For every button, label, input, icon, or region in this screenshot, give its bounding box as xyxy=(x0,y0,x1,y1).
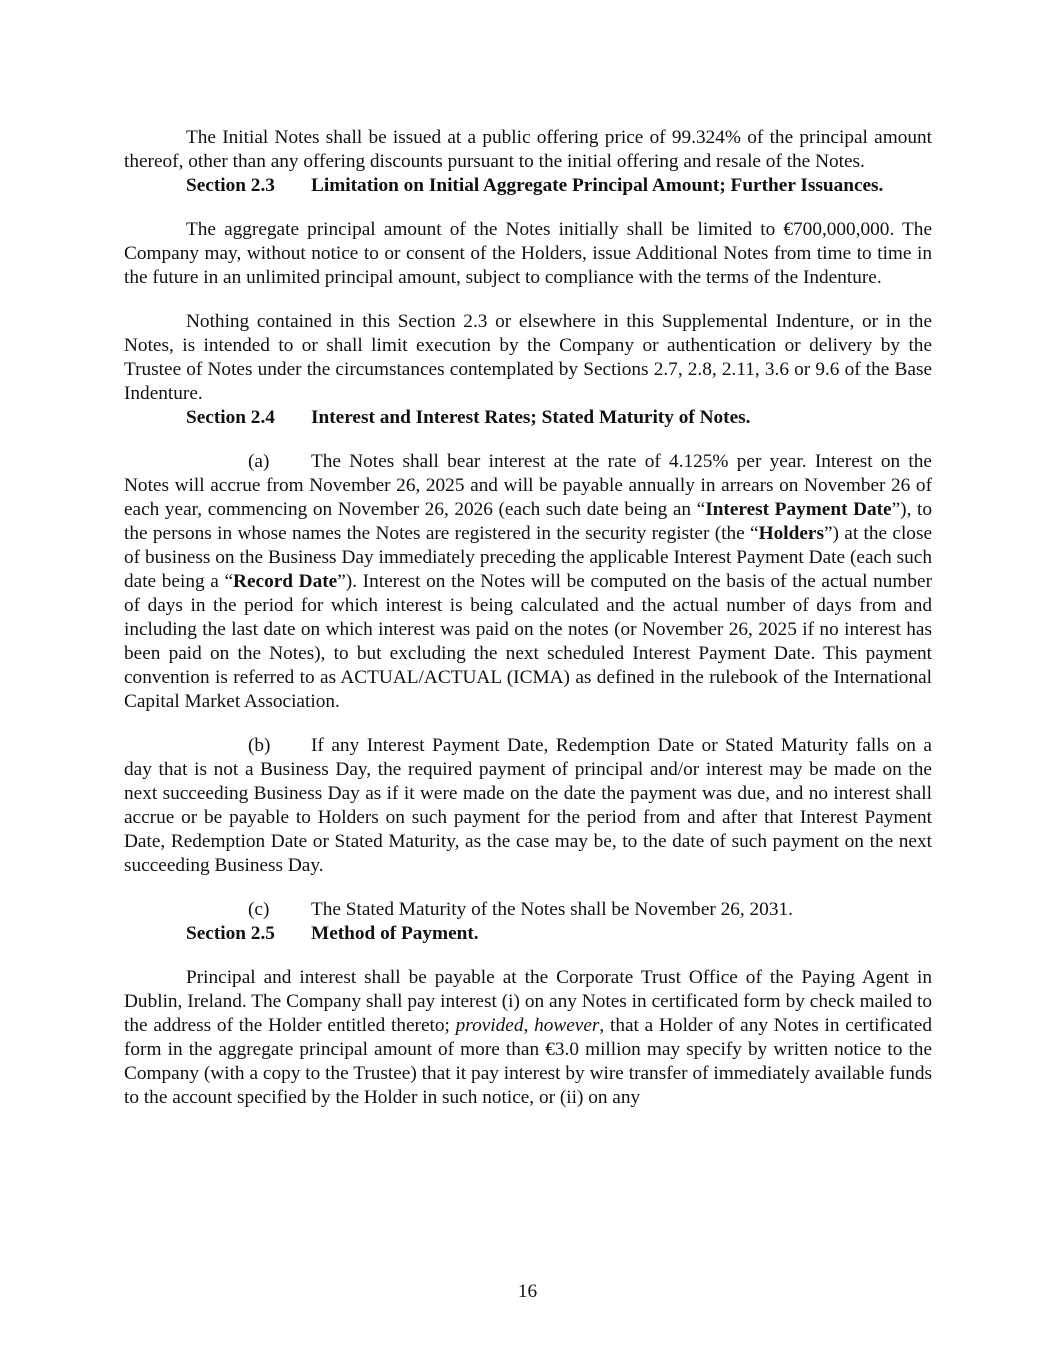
clause-a-text-3: ”) at the close of business on the Business Day immediately preceding the applicable Interest Payment Date (each such date being a “ xyxy=(124,523,933,592)
clause-a-label: (a) xyxy=(248,451,270,472)
clause-a-text-1: The Notes shall bear interest at the rate of 4.125% per year. Interest on the Notes will accrue from November 26, 2025 and will be payable annually in arrears on November 26 of each year, commencing on November 26, 2026 (each such date being an “ xyxy=(124,451,932,520)
section-2-3-paragraph-2: Nothing contained in this Section 2.3 or elsewhere in this Supplemental Indenture, or in the Notes, is intended to or shall limit execution by the Company or authentication or delivery by the Trustee of Notes under the circumstances contemplated by Sections 2.7, 2.8, 2.11, 3.6 or 9.6 of the Base Indenture. xyxy=(124,311,932,404)
italic-however: however xyxy=(534,1015,600,1036)
section-2-4-b-paragraph xyxy=(124,734,932,878)
clause-b-text: If any Interest Payment Date, Redemption Date or Stated Maturity falls on a day that is not a Business Day, the required payment of principal and/or interest may be made on the next succeeding Business Day as if it were made on the date the payment was due, and no interest shall accrue or be payable to Holders on such payment for the period from and after that Interest Payment Date, Redemption Date or Stated Maturity, as the case may be, to the date of such payment on the next succeeding Business Day. xyxy=(124,735,932,876)
section-2-5-heading xyxy=(124,922,932,946)
defined-term-interest-payment-date: Interest Payment Date xyxy=(705,499,892,520)
italic-provided: provided xyxy=(455,1015,524,1036)
section-2-5-title: Method of Payment. xyxy=(311,923,479,944)
clause-c-label: (c) xyxy=(248,899,270,920)
section-2-4-c-paragraph xyxy=(124,898,932,922)
section-2-4-number: Section 2.4 xyxy=(186,407,275,428)
section-2-3-title: Limitation on Initial Aggregate Principal Amount; Further Issuances. xyxy=(311,175,884,196)
clause-a-text-4: ”). Interest on the Notes will be computed on the basis of the actual number of days in the period for which interest is being calculated and the actual number of days from and including the last date on which interest was paid on the notes (or November 26, 2025 if no interest has been paid on the Notes), to but excluding the next scheduled Interest Payment Date. This payment convention is referred to as ACTUAL/ACTUAL (ICMA) as defined in the rulebook of the International Capital Market Association. xyxy=(124,571,933,712)
offering-price-paragraph: The Initial Notes shall be issued at a public offering price of 99.324% of the principal amount thereof, other than any offering discounts pursuant to the initial offering and resale of the Notes. xyxy=(124,127,932,172)
clause-b-label: (b) xyxy=(248,735,271,756)
defined-term-record-date: Record Date xyxy=(233,571,338,592)
defined-term-holders: Holders xyxy=(758,523,824,544)
section-2-3-paragraph-1: The aggregate principal amount of the Notes initially shall be limited to €700,000,000. The Company may, without notice to or consent of the Holders, issue Additional Notes from time to time in the future in an unlimited principal amount, subject to compliance with the terms of the Indenture. xyxy=(124,219,932,288)
payment-text-3: , that a Holder of any Notes in certificated form in the aggregate principal amount of more than €3.0 million may specify by written notice to the Company (with a copy to the Trustee) that it pay interest by wire transfer of immediately available funds to the account specified by the Holder in such notice, or (ii) on any xyxy=(124,1015,932,1108)
section-2-4-a-paragraph xyxy=(124,450,932,714)
section-2-3-heading xyxy=(124,174,932,198)
payment-text-2: , xyxy=(523,1015,535,1036)
section-2-5-paragraph xyxy=(124,966,932,1110)
section-2-4-heading xyxy=(124,406,932,430)
clause-c-text: The Stated Maturity of the Notes shall be November 26, 2031. xyxy=(311,899,793,920)
clause-a-text-2: ”), to the persons in whose names the Notes are registered in the security register (the “ xyxy=(124,499,932,544)
section-2-4-title: Interest and Interest Rates; Stated Maturity of Notes. xyxy=(311,407,751,428)
section-2-5-number: Section 2.5 xyxy=(186,923,275,944)
section-2-3-number: Section 2.3 xyxy=(186,175,275,196)
page-number: 16 xyxy=(517,1281,538,1302)
page-content xyxy=(124,126,932,1110)
payment-text-1: Principal and interest shall be payable at the Corporate Trust Office of the Paying Agent in Dublin, Ireland. The Company shall pay interest (i) on any Notes in certificated form by check mailed to the address of the Holder entitled thereto; xyxy=(124,967,932,1036)
